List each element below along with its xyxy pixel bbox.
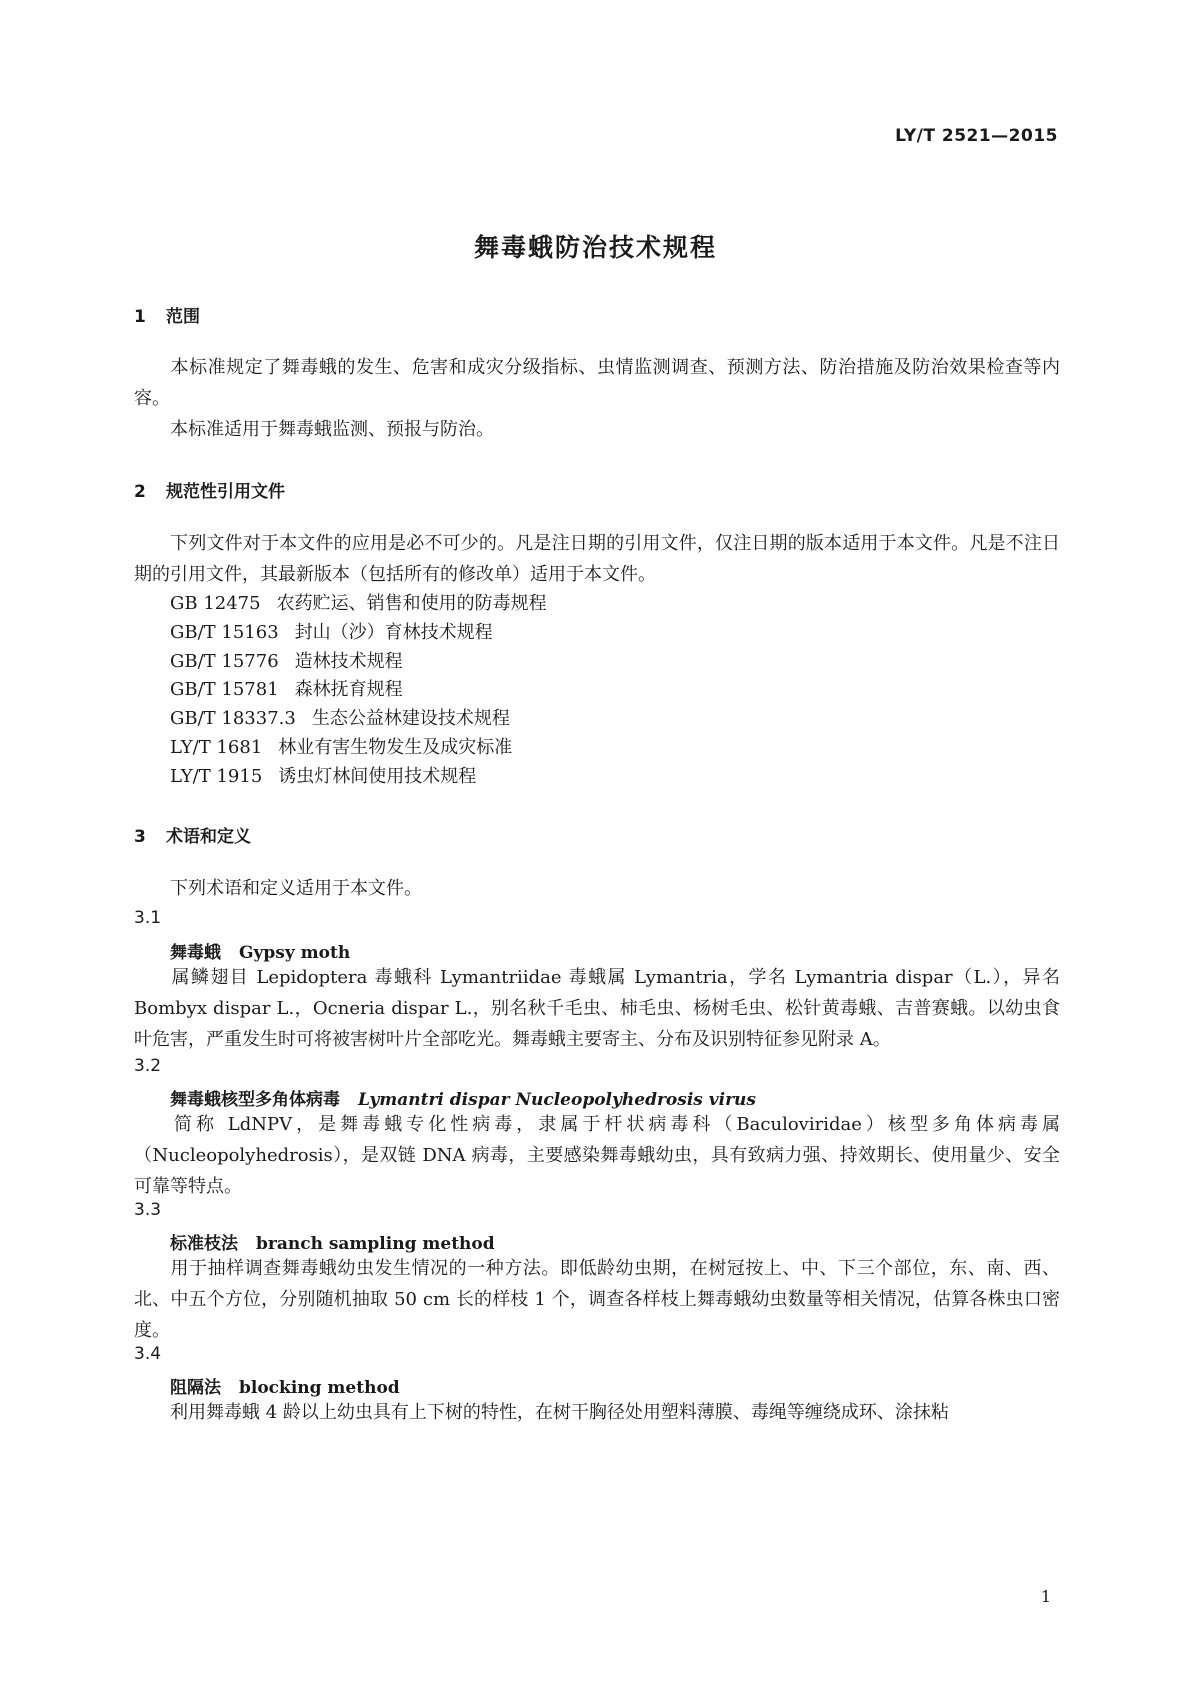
term-english: Gypsy moth (239, 943, 351, 963)
section-number: 2 (134, 482, 146, 502)
section-2-heading (134, 477, 285, 502)
paragraph-text: 本标准适用于舞毒蛾监测、预报与防治。 (170, 419, 494, 440)
reference-code: GB/T 15781 (170, 679, 279, 700)
paragraph-text: 本标准规定了舞毒蛾的发生、危害和成灾分级指标、虫情监测调查、预测方法、防治措施及防治效果检查等内容。 (134, 357, 1060, 409)
section-1-paragraph-1 (134, 352, 1060, 414)
term-heading (170, 938, 350, 963)
section-number: 3 (134, 827, 146, 847)
section-2-paragraph-1 (134, 528, 1060, 590)
definition-text: 利用舞毒蛾 4 龄以上幼虫具有上下树的特性，在树干胸径处用塑料薄膜、毒绳等缠绕成环、涂抹粘 (170, 1402, 949, 1423)
reference-code: GB/T 15163 (170, 622, 279, 643)
term-chinese: 标准枝法 (170, 1234, 238, 1254)
paragraph-text: 下列文件对于本文件的应用是必不可少的。凡是注日期的引用文件，仅注日期的版本适用于本文件。凡是不注日期的引用文件，其最新版本（包括所有的修改单）适用于本文件。 (134, 533, 1060, 585)
term-english: blocking method (239, 1378, 400, 1398)
clause-number: 3.1 (134, 908, 162, 928)
term-english: branch sampling method (256, 1234, 495, 1254)
clause-number: 3.3 (134, 1200, 162, 1220)
page-number: 1 (1040, 1587, 1051, 1606)
reference-item (170, 732, 512, 763)
term-definition (134, 1397, 1060, 1428)
term-chinese: 阻隔法 (170, 1378, 221, 1398)
term-definition (134, 1253, 1060, 1346)
reference-item (170, 674, 403, 705)
reference-code: GB/T 18337.3 (170, 708, 296, 729)
reference-title: 林业有害生物发生及成灾标准 (278, 737, 513, 758)
paragraph-text: 下列术语和定义适用于本文件。 (170, 878, 422, 899)
section-number: 1 (134, 307, 146, 327)
reference-item (170, 588, 547, 619)
term-heading (170, 1373, 400, 1398)
reference-code: GB/T 15776 (170, 651, 279, 672)
term-heading (170, 1085, 756, 1110)
standard-code: LY/T 2521—2015 (895, 126, 1058, 146)
term-chinese: 舞毒蛾核型多角体病毒 (170, 1090, 340, 1110)
reference-item (170, 703, 510, 734)
reference-title: 生态公益林建设技术规程 (311, 708, 510, 729)
definition-text: 简称 LdNPV，是舞毒蛾专化性病毒，隶属于杆状病毒科（Baculoviridae）核型多角体病毒属（Nucleopolyhedrosis），是双链 DNA 病毒，主要感染舞毒蛾幼虫，具有致病力强、持效期长、使用量少、安全可靠等特点。 (134, 1114, 1060, 1197)
reference-code: LY/T 1915 (170, 766, 263, 787)
clause-number: 3.2 (134, 1056, 162, 1076)
definition-text: 用于抽样调查舞毒蛾幼虫发生情况的一种方法。即低龄幼虫期，在树冠按上、中、下三个部位，东、南、西、北、中五个方位，分别随机抽取 50 cm 长的样枝 1 个，调查各样枝上舞毒蛾幼虫数量等相关情况，估算各株虫口密度。 (134, 1258, 1060, 1341)
reference-item (170, 617, 493, 648)
term-english: Lymantri dispar Nucleopolyhedrosis virus (358, 1090, 756, 1110)
reference-title: 封山（沙）育林技术规程 (294, 622, 493, 643)
term-definition (134, 1109, 1060, 1202)
section-3-heading (134, 822, 251, 847)
reference-item (170, 761, 476, 792)
section-1-heading (134, 302, 200, 327)
reference-title: 森林抚育规程 (294, 679, 403, 700)
reference-code: GB 12475 (170, 593, 261, 614)
definition-text: 属鳞翅目 Lepidoptera 毒蛾科 Lymantriidae 毒蛾属 Lymantria，学名 Lymantria dispar（L.），异名 Bombyx dispar L.，Ocneria dispar L.，别名秋千毛虫、柿毛虫、杨树毛虫、松针黄毒蛾、吉普赛蛾。以幼虫食叶危害，严重发生时可将被害树叶片全部吃光。舞毒蛾主要寄主、分布及识别特征参见附录 A。 (134, 967, 1060, 1050)
document-title: 舞毒蛾防治技术规程 (473, 233, 717, 262)
clause-number: 3.4 (134, 1344, 162, 1364)
reference-code: LY/T 1681 (170, 737, 263, 758)
term-definition (134, 962, 1060, 1055)
reference-title: 造林技术规程 (294, 651, 403, 672)
section-1-paragraph-2 (134, 414, 1060, 445)
term-heading (170, 1229, 495, 1254)
term-chinese: 舞毒蛾 (170, 943, 221, 963)
section-title: 规范性引用文件 (166, 482, 285, 502)
reference-title: 农药贮运、销售和使用的防毒规程 (276, 593, 547, 614)
reference-title: 诱虫灯林间使用技术规程 (278, 766, 477, 787)
section-title: 术语和定义 (166, 827, 251, 847)
section-title: 范围 (166, 307, 200, 327)
section-3-intro (134, 873, 1060, 904)
reference-item (170, 646, 403, 677)
